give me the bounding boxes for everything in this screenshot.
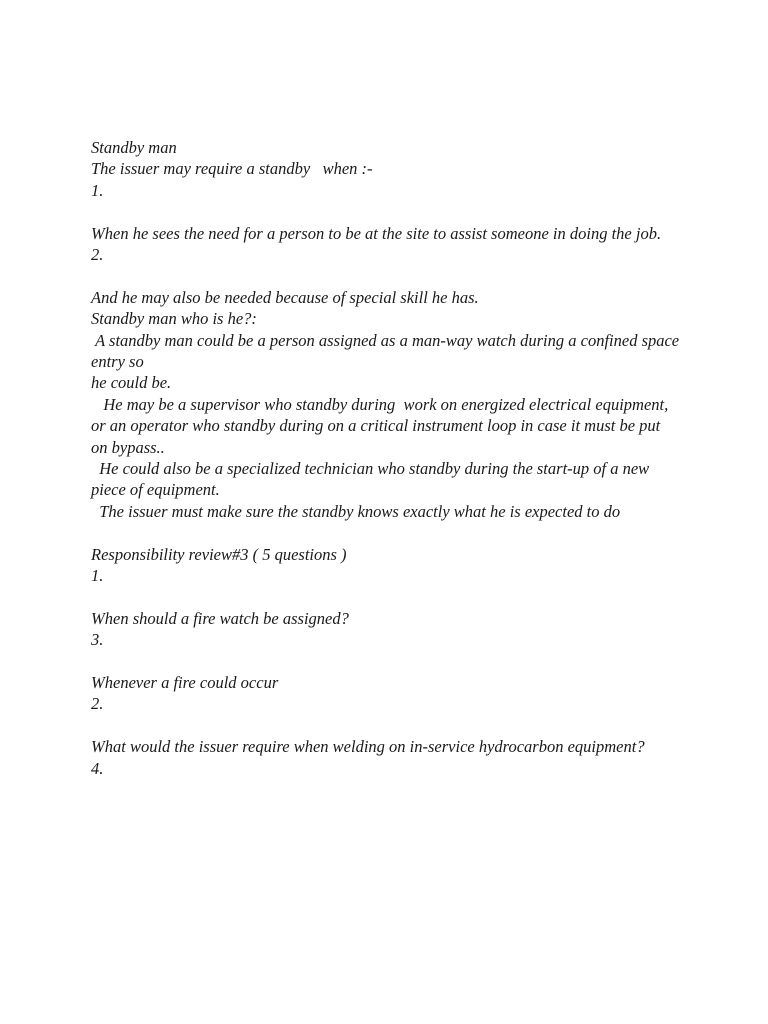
- blank-line: [91, 651, 691, 672]
- paragraph: The issuer must make sure the standby knows exactly what he is expected to do: [91, 501, 621, 521]
- blank-line: [91, 522, 691, 543]
- document-page: [91, 137, 691, 779]
- list-number: 2.: [91, 694, 104, 714]
- list-number: 1.: [91, 180, 104, 200]
- paragraph: or an operator who standby during on a critical instrument loop in case it must be put: [91, 416, 661, 436]
- blank-line: [91, 201, 691, 222]
- paragraph: he could be.: [91, 373, 172, 393]
- list-number: 1.: [91, 566, 104, 586]
- subheading-responsibility-review: Responsibility review#3 ( 5 questions ): [91, 544, 347, 564]
- text-line: The issuer may require a standby when :-: [91, 159, 373, 179]
- paragraph: on bypass..: [91, 437, 165, 457]
- blank-line: [91, 265, 691, 286]
- question: When should a fire watch be assigned?: [91, 608, 349, 628]
- blank-line: [91, 586, 691, 607]
- list-number: 2.: [91, 245, 104, 265]
- paragraph: And he may also be needed because of special skill he has.: [91, 287, 479, 307]
- heading-standby-man: Standby man: [91, 138, 177, 157]
- paragraph: piece of equipment.: [91, 480, 220, 500]
- list-number: 4.: [91, 758, 104, 778]
- paragraph: He may be a supervisor who standby during work on energized electrical equipment,: [91, 394, 669, 414]
- question: What would the issuer require when welding on in-service hydrocarbon equipment?: [91, 737, 645, 757]
- blank-line: [91, 715, 691, 736]
- list-number: 3.: [91, 630, 104, 650]
- subheading-standby-man-who: Standby man who is he?:: [91, 309, 257, 329]
- answer: Whenever a fire could occur: [91, 673, 279, 693]
- paragraph: When he sees the need for a person to be at the site to assist someone in doing the job.: [91, 223, 662, 243]
- paragraph: He could also be a specialized technician who standby during the start-up of a new: [91, 459, 650, 479]
- paragraph: A standby man could be a person assigned as a man-way watch during a confined space entry so: [91, 330, 684, 372]
